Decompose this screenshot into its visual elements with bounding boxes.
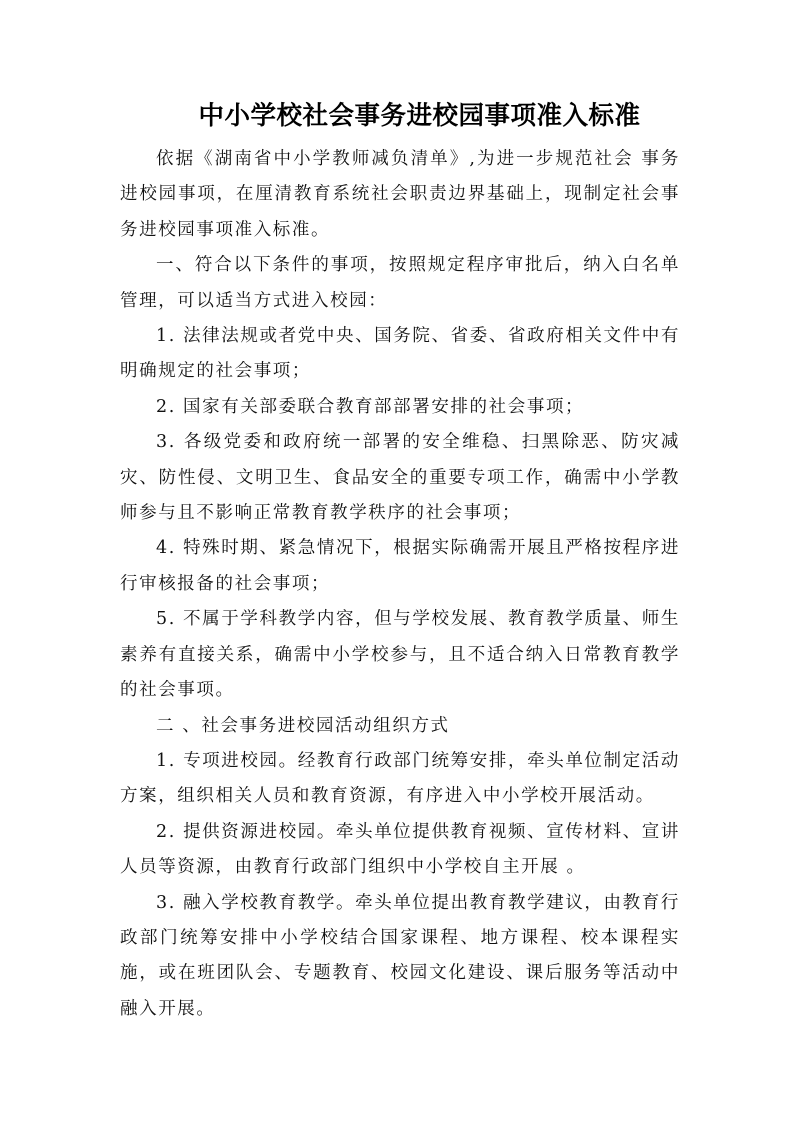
- list-item-2-2: 2. 提供资源进校园。牵头单位提供教育视频、宣传材料、宣讲人员等资源，由教育行政部门组织中小学校自主开展 。: [120, 821, 680, 878]
- list-item-2-1: 1. 专项进校园。经教育行政部门统筹安排，牵头单位制定活动方案，组织相关人员和教育资源，有序进入中小学校开展活动。: [120, 750, 680, 807]
- list-item-2-3: 3. 融入学校教育教学。牵头单位提出教育教学建议，由教育行政部门统筹安排中小学校结合国家课程、地方课程、校本课程实施，或在班团队会、专题教育、校园文化建设、课后服务等活动中融入开展。: [120, 892, 680, 1019]
- section-heading-one: 一、符合以下条件的事项，按照规定程序审批后，纳入白名单管理，可以适当方式进入校园：: [120, 255, 680, 311]
- list-item-1-4: 4. 特殊时期、紧急情况下，根据实际确需开展且严格按程序进行审核报备的社会事项；: [120, 538, 680, 594]
- list-item-1-3: 3. 各级党委和政府统一部署的安全维稳、扫黑除恶、防灾减灾、防性侵、文明卫生、食品安全的重要专项工作，确需中小学教师参与且不影响正常教育教学秩序的社会事项；: [120, 432, 680, 524]
- list-item-1-1: 1. 法律法规或者党中央、国务院、省委、省政府相关文件中有明确规定的社会事项；: [120, 326, 680, 382]
- list-item-1-5: 5. 不属于学科教学内容，但与学校发展、教育教学质量、师生素养有直接关系，确需中小学校参与，且不适合纳入日常教育教学的社会事项。: [120, 609, 680, 701]
- list-item-1-2: 2. 国家有关部委联合教育部部署安排的社会事项；: [156, 396, 585, 417]
- document-body: [120, 142, 680, 1027]
- document-title: 中小学校社会事务进校园事项准入标准: [198, 101, 641, 131]
- paragraph-intro: 依据《湖南省中小学教师减负清单》,为进一步规范社会 事务进校园事项，在厘清教育系统社会职责边界基础上，现制定社会事务进校园事项准入标准。: [120, 149, 680, 240]
- section-heading-two: 二 、社会事务进校园活动组织方式: [156, 715, 450, 736]
